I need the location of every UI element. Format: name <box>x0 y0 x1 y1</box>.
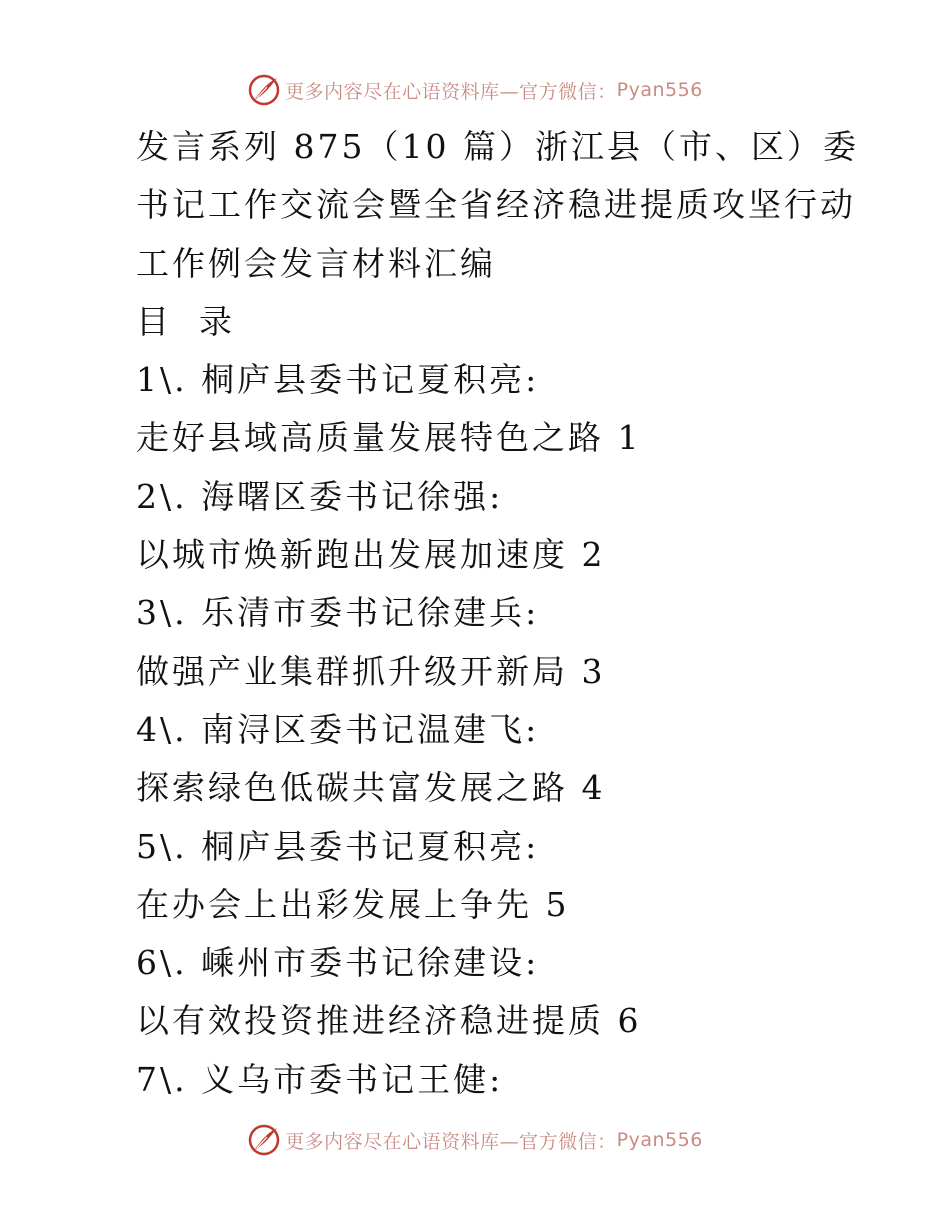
toc-speaker: 1\. 桐庐县委书记夏积亮: <box>136 360 540 400</box>
toc-speaker: 4\. 南浔区委书记温建飞: <box>136 709 540 749</box>
document-body <box>136 118 859 1109</box>
toc-speaker: 2\. 海曙区委书记徐强: <box>136 476 504 516</box>
toc-topic: 做强产业集群抓升级开新局 3 <box>136 651 606 691</box>
title-line-1: 发言系列 875（10 篇）浙江县（市、区）委 <box>136 127 859 166</box>
toc-topic: 走好县域高质量发展特色之路 1 <box>136 418 642 458</box>
header-watermark <box>0 70 950 110</box>
feather-pen-logo-icon <box>247 1123 281 1157</box>
toc-topic: 探索绿色低碳共富发展之路 4 <box>136 768 606 808</box>
feather-pen-logo-icon <box>247 73 281 107</box>
toc-topic: 以有效投资推进经济稳进提质 6 <box>136 1001 642 1041</box>
watermark-text: 更多内容尽在心语资料库—官方微信： <box>285 80 617 103</box>
watermark-account: Pyan556 <box>616 79 703 101</box>
footer-watermark <box>0 1120 950 1160</box>
toc-heading: 目 录 <box>136 301 235 341</box>
toc-speaker: 5\. 桐庐县委书记夏积亮: <box>136 826 540 866</box>
toc-topic: 在办会上出彩发展上争先 5 <box>136 884 570 924</box>
watermark-account: Pyan556 <box>616 1129 703 1151</box>
title-line-3: 工作例会发言材料汇编 <box>136 243 496 283</box>
toc-speaker: 6\. 嵊州市委书记徐建设: <box>136 943 540 983</box>
toc-speaker: 7\. 义乌市委书记王健: <box>136 1059 504 1099</box>
title-line-2: 书记工作交流会暨全省经济稳进提质攻坚行动 <box>136 185 856 225</box>
watermark-text: 更多内容尽在心语资料库—官方微信： <box>285 1130 617 1153</box>
toc-topic: 以城市焕新跑出发展加速度 2 <box>136 535 606 575</box>
toc-speaker: 3\. 乐清市委书记徐建兵: <box>136 593 540 633</box>
